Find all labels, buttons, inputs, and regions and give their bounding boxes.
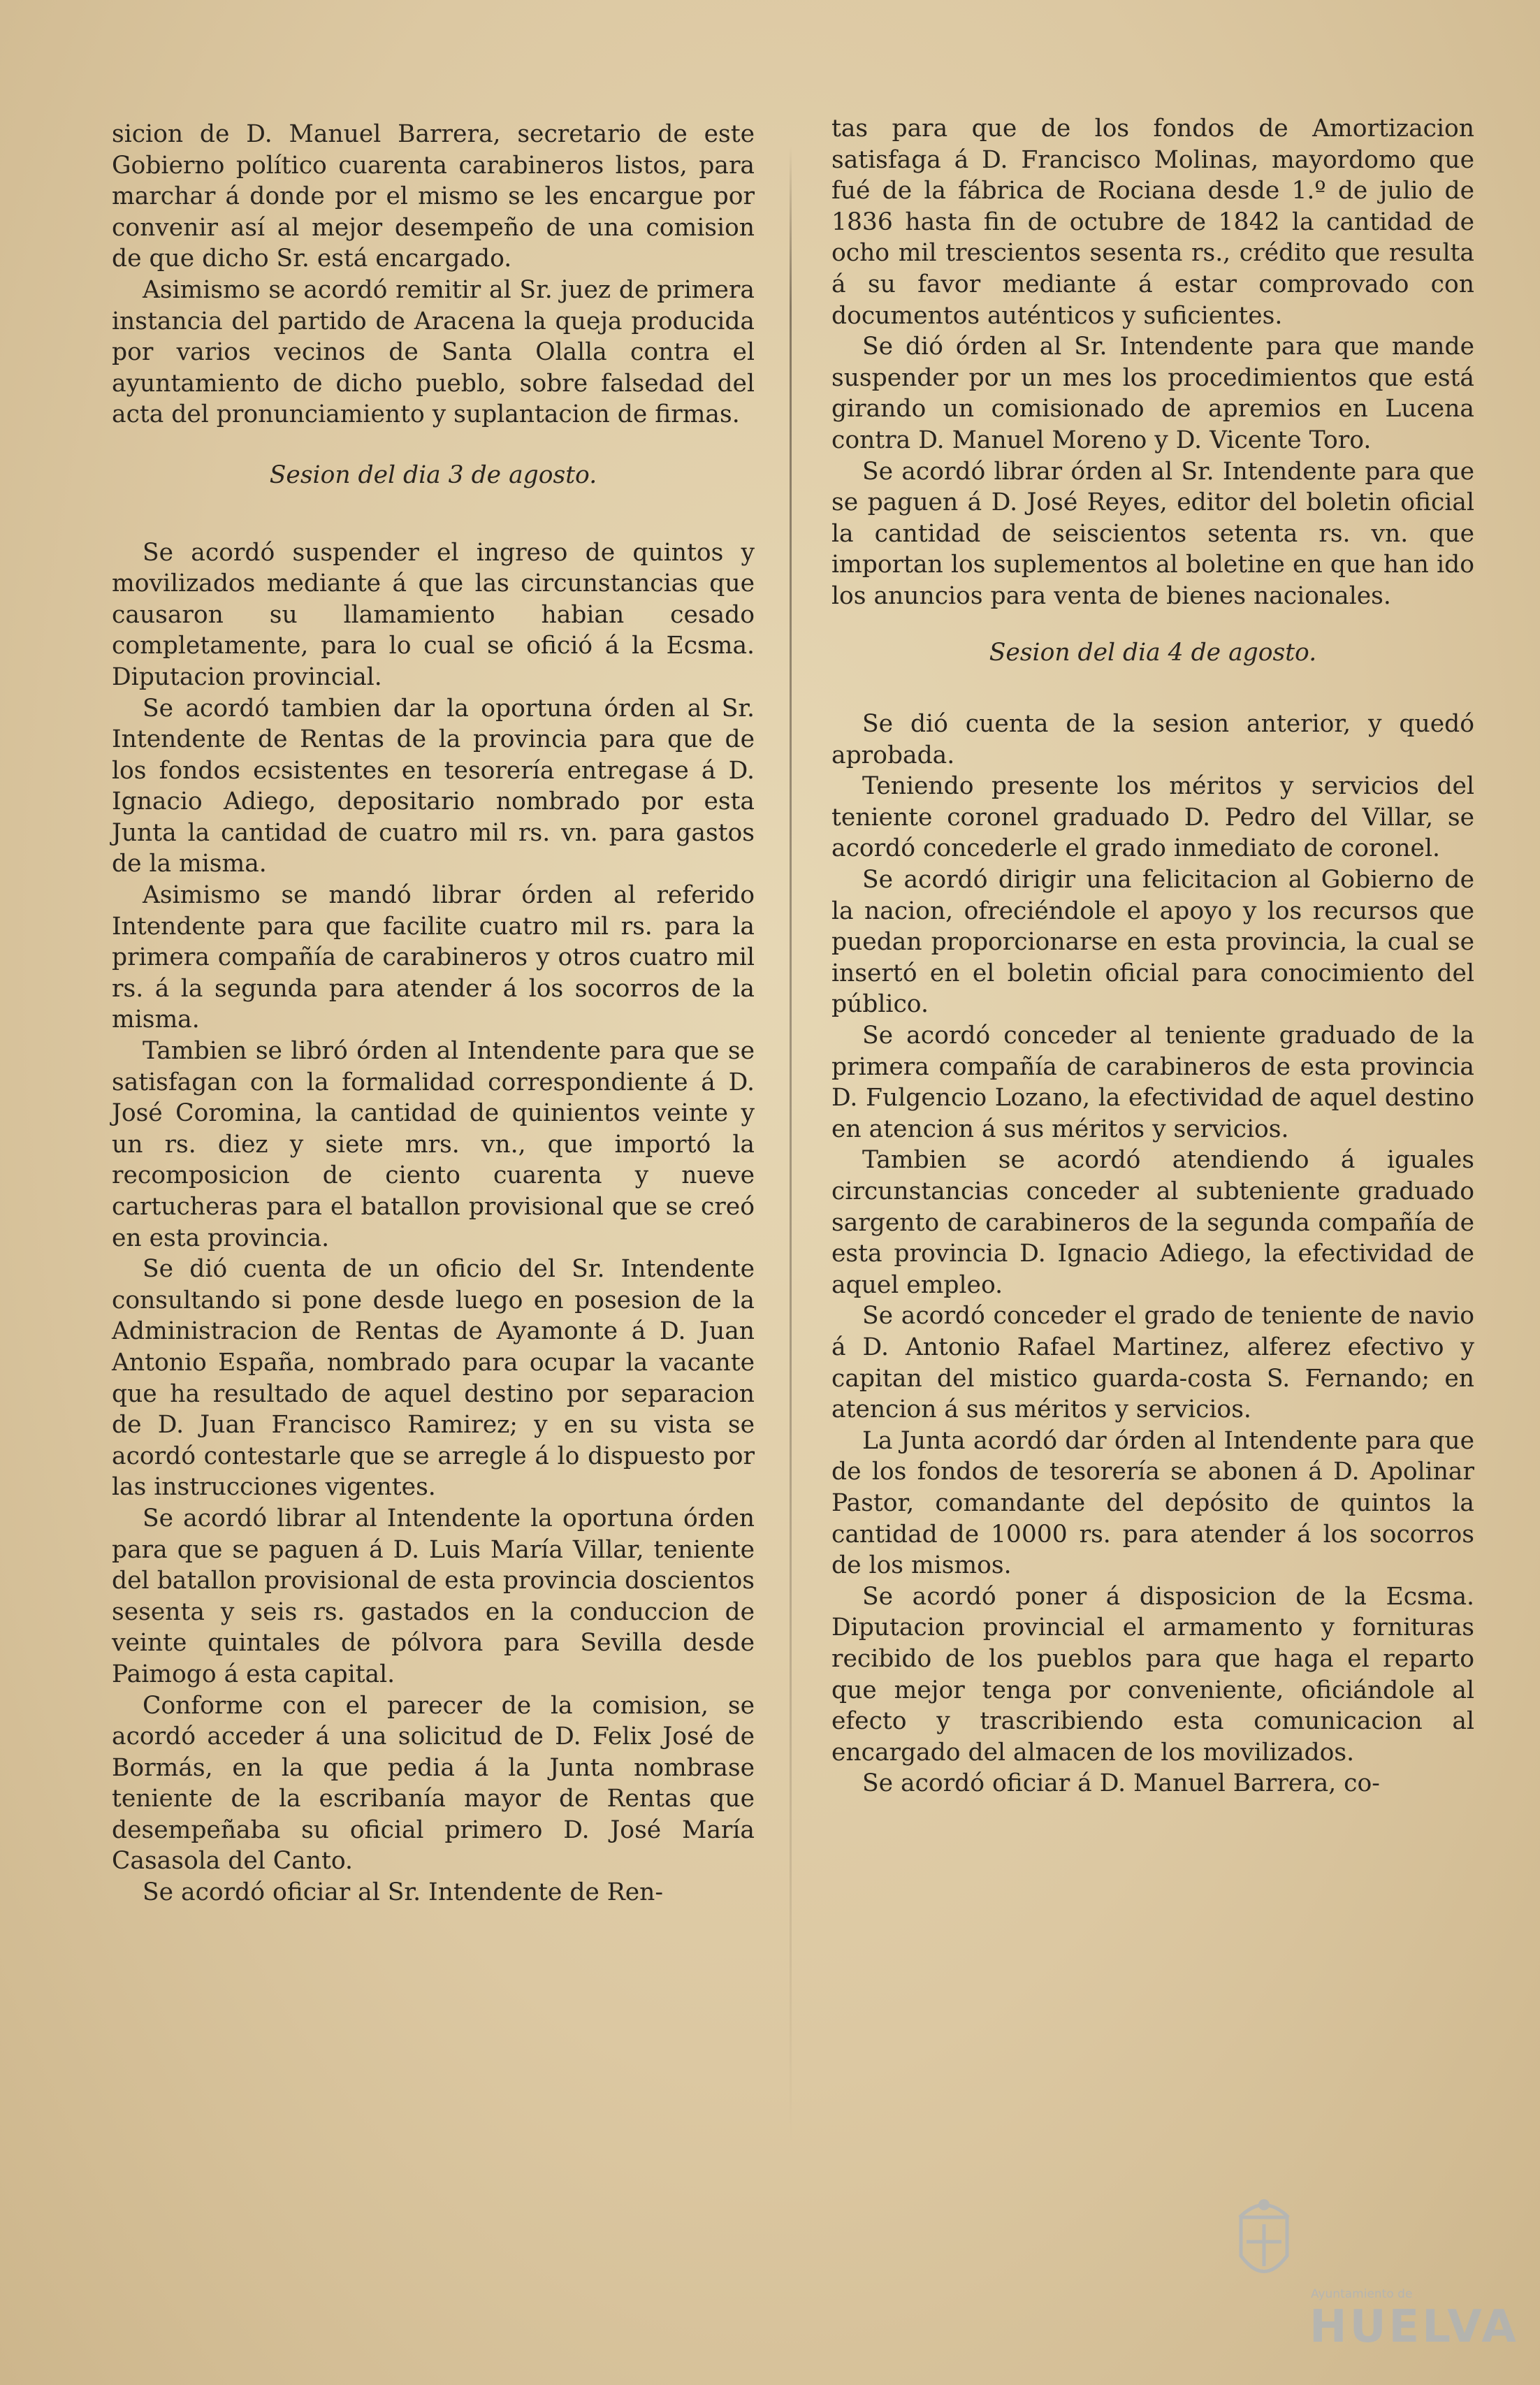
paragraph: Se dió cuenta de un oficio del Sr. Intendente consultando si pone desde luego en posesion de la Administracion de Rentas de Ayamonte á D. Juan Antonio España, nombrado para ocupar la vacante que ha resultado de aquel destino por separacion de D. Juan Francisco Ramirez; y en su vista se acordó contestarle que se arregle á lo dispuesto por las instrucciones vigentes. [112, 1255, 755, 1502]
paragraph: Se acordó tambien dar la oportuna órden al Sr. Intendente de Rentas de la provincia para que de los fondos ecsistentes en tesorería entregase á D. Ignacio Adiego, depositario nombrado por esta Junta la cantidad de cuatro mil rs. vn. para gastos de la misma. [112, 694, 755, 878]
coat-of-arms-icon [1226, 2189, 1302, 2294]
paragraph: Se acordó poner á disposicion de la Ecsma. Diputacion provincial el armamento y fornituras recibido de los pueblos para que haga el reparto que mejor tenga por conveniente, oficiándole al efecto y trascribiendo esta comunicacion al encargado del almacen de los movilizados. [831, 1582, 1474, 1767]
column-divider [790, 147, 792, 2145]
paragraph: Se acordó conceder el grado de teniente de navio á D. Antonio Rafael Martinez, alferez efectivo y capitan del mistico guarda-costa S. Fernando; en atencion á sus méritos y servicios. [831, 1302, 1474, 1424]
paragraph: Se acordó oficiar al Sr. Intendente de Ren- [143, 1878, 664, 1907]
session-heading: Sesion del dia 4 de agosto. [989, 638, 1317, 667]
paragraph: Se acordó oficiar á D. Manuel Barrera, co- [862, 1769, 1380, 1798]
huelva-watermark [1226, 2182, 1519, 2364]
paragraph: Asimismo se acordó remitir al Sr. juez de primera instancia del partido de Aracena la queja producida por varios vecinos de Santa Olalla contra el ayuntamiento de dicho pueblo, sobre falsedad del acta del pronunciamiento y suplantacion de firmas. [112, 275, 755, 429]
right-column [831, 113, 1474, 1799]
paragraph: La Junta acordó dar órden al Intendente para que de los fondos de tesorería se abonen á D. Apolinar Pastor, comandante del depósito de quintos la cantidad de 10000 rs. para atender á los socorros de los mismos. [831, 1426, 1474, 1580]
paragraph: Se dió órden al Sr. Intendente para que mande suspender por un mes los procedimientos que está girando un comisionado de apremios en Lucena contra D. Manuel Moreno y D. Vicente Toro. [831, 333, 1474, 454]
paragraph: Tambien se libró órden al Intendente para que se satisfagan con la formalidad correspondiente á D. José Coromina, la cantidad de quinientos veinte y un rs. diez y siete mrs. vn., que importó la recomposicion de ciento cuarenta y nueve cartucheras para el batallon provisional que se creó en esta provincia. [112, 1037, 755, 1252]
paragraph: Se acordó librar al Intendente la oportuna órden para que se paguen á D. Luis María Villar, teniente del batallon provisional de esta provincia doscientos sesenta y seis rs. gastados en la conduccion de veinte quintales de pólvora para Sevilla desde Paimogo á esta capital. [112, 1504, 755, 1688]
paragraph: sicion de D. Manuel Barrera, secretario de este Gobierno político cuarenta carabineros listos, para marchar á donde por el mismo se les encargue por convenir así al mejor desempeño de una comision de que dicho Sr. está encargado. [112, 120, 755, 273]
paragraph: Asimismo se mandó librar órden al referido Intendente para que facilite cuatro mil rs. para la primera compañía de carabineros y otros cuatro mil rs. á la segunda para atender á los socorros de la misma. [112, 881, 755, 1034]
paragraph: Teniendo presente los méritos y servicios del teniente coronel graduado D. Pedro del Villar, se acordó concederle el grado inmediato de coronel. [831, 772, 1474, 863]
paragraph: Se acordó dirigir una felicitacion al Gobierno de la nacion, ofreciéndole el apoyo y los recursos que puedan proporcionarse en esta provincia, la cual se insertó en el boletin oficial para conocimiento del público. [831, 866, 1474, 1019]
watermark-small-text: Ayuntamiento de [1311, 2287, 1413, 2301]
paragraph: Se acordó conceder al teniente graduado de la primera compañía de carabineros de esta provincia D. Fulgencio Lozano, la efectividad de aquel destino en atencion á sus méritos y servicios. [831, 1022, 1474, 1143]
paragraph: Se acordó librar órden al Sr. Intendente para que se paguen á D. José Reyes, editor del boletin oficial la cantidad de seiscientos setenta rs. vn. que importan los suplementos al boletine en que han ido los anuncios para venta de bienes nacionales. [831, 457, 1474, 610]
paragraph: Se dió cuenta de la sesion anterior, y quedó aprobada. [831, 710, 1474, 769]
left-column [112, 119, 755, 1908]
session-heading: Sesion del dia 3 de agosto. [269, 461, 597, 489]
watermark-city: HUELVA [1309, 2301, 1519, 2353]
paragraph: Tambien se acordó atendiendo á iguales circunstancias conceder al subteniente graduado sargento de carabineros de la segunda compañía de esta provincia D. Ignacio Adiego, la efectividad de aquel empleo. [831, 1146, 1474, 1299]
paragraph: Conforme con el parecer de la comision, se acordó acceder á una solicitud de D. Felix José de Bormás, en la que pedia á la Junta nombrase teniente de la escribanía mayor de Rentas que desempeñaba su oficial primero D. José María Casasola del Canto. [112, 1691, 755, 1876]
paragraph: tas para que de los fondos de Amortizacion satisfaga á D. Francisco Molinas, mayordomo que fué de la fábrica de Rociana desde 1.º de julio de 1836 hasta fin de octubre de 1842 la cantidad de ocho mil trescientos sesenta rs., crédito que resulta á su favor mediante á estar comprovado con documentos auténticos y suficientes. [831, 115, 1474, 330]
paragraph: Se acordó suspender el ingreso de quintos y movilizados mediante á que las circunstancias que causaron su llamamiento habian cesado completamente, para lo cual se ofició á la Ecsma. Diputacion provincial. [112, 538, 755, 691]
